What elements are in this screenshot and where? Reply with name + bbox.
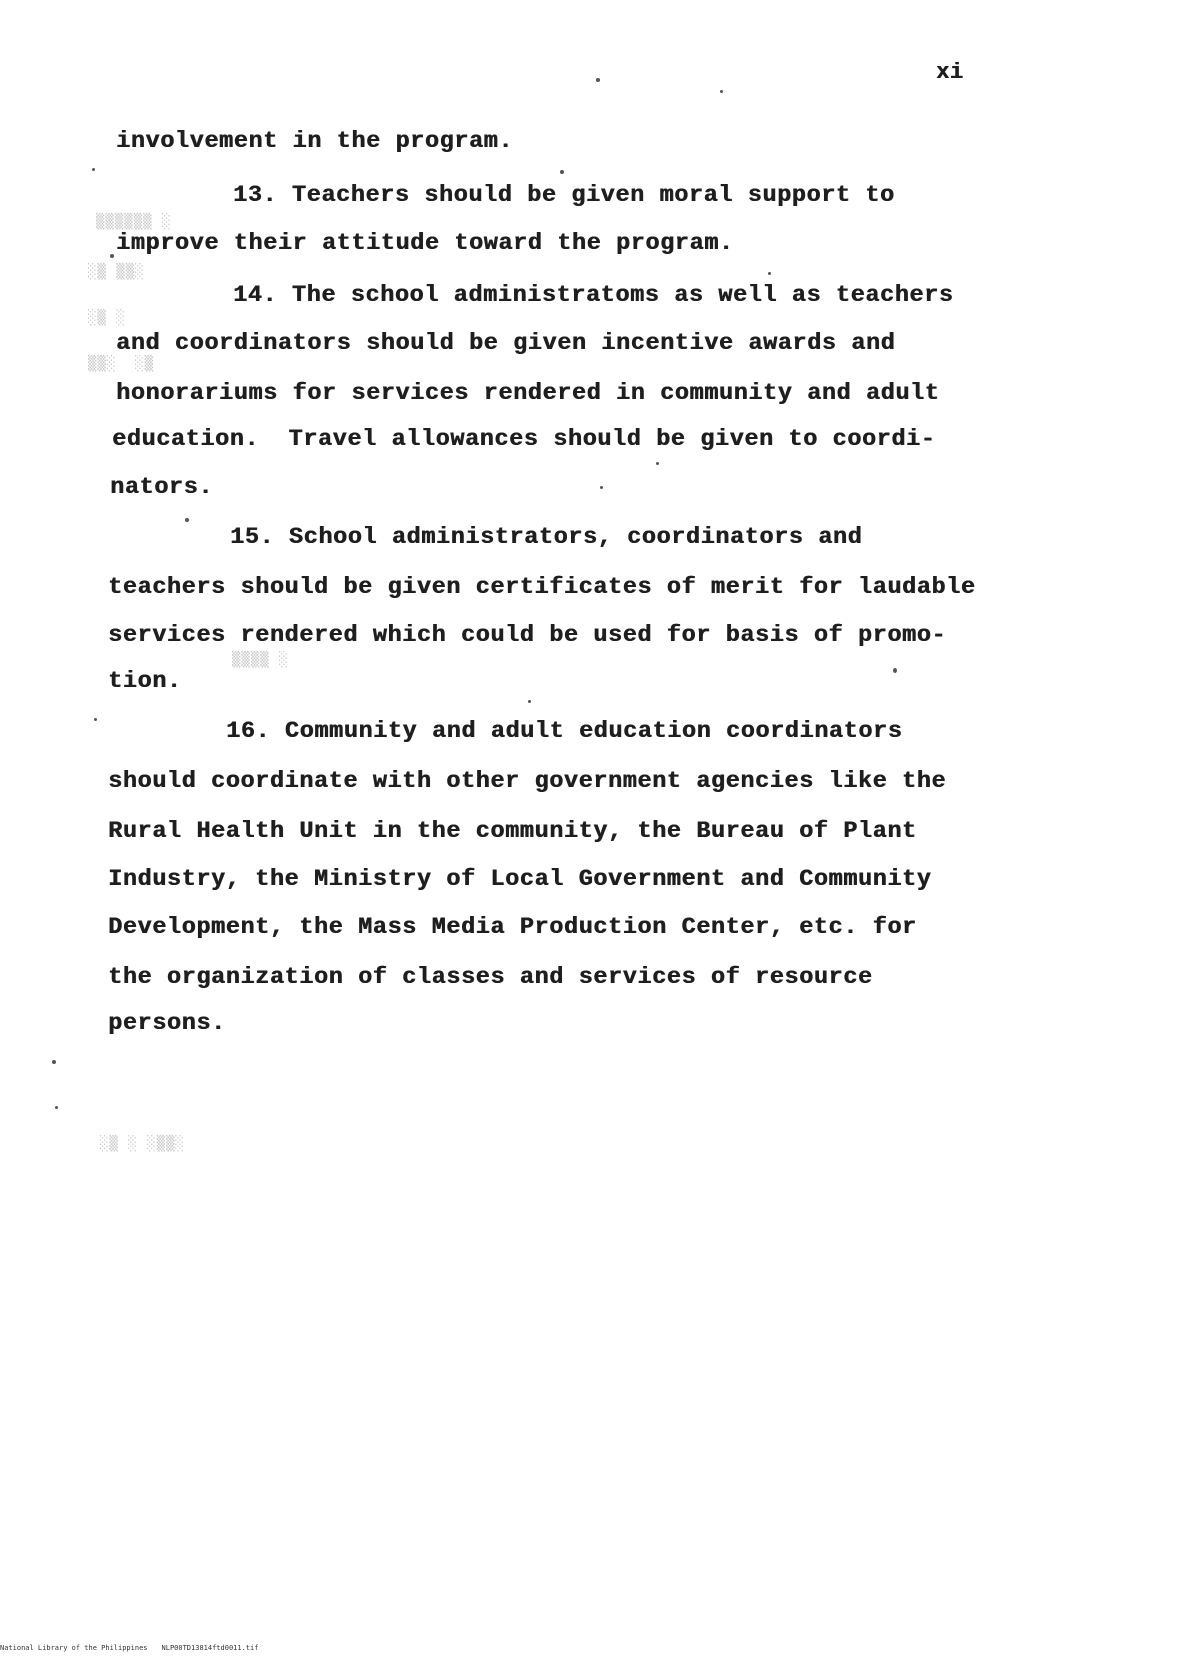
scan-speck <box>768 272 771 275</box>
scan-speck <box>528 700 531 703</box>
scan-speck <box>656 462 659 465</box>
text-line: 16. Community and adult education coordinators <box>226 718 903 745</box>
scan-speck <box>92 168 95 171</box>
text-line: involvement in the program. <box>116 128 513 155</box>
text-line: Rural Health Unit in the community, the Bureau of Plant <box>108 818 917 845</box>
bleed-through-mark: ░▒ ░ ░▒▒░ <box>100 1136 185 1152</box>
text-line: the organization of classes and services of resource <box>108 964 873 991</box>
text-line: Development, the Mass Media Production Center, etc. for <box>108 914 917 941</box>
text-line: improve their attitude toward the program. <box>116 230 734 257</box>
scan-footer <box>0 1644 272 1652</box>
text-line: services rendered which could be used for basis of promo- <box>108 622 947 649</box>
scan-speck <box>560 170 564 174</box>
text-line: persons. <box>108 1010 226 1037</box>
scan-speck <box>52 1060 56 1064</box>
scan-speck <box>893 668 897 673</box>
scan-speck <box>185 518 189 522</box>
page-number: xi <box>936 60 964 85</box>
text-line: honorariums for services rendered in community and adult <box>116 380 940 407</box>
text-line: education. Travel allowances should be given to coordi- <box>112 426 936 453</box>
text-line: Industry, the Ministry of Local Government and Community <box>108 866 932 893</box>
scan-speck <box>94 718 97 721</box>
text-line: teachers should be given certificates of merit for laudable <box>108 574 976 601</box>
scan-speck <box>596 78 600 82</box>
text-line: tion. <box>108 668 182 695</box>
bleed-through-mark: ▒▒▒▒▒▒ ░ <box>96 214 172 230</box>
scan-speck <box>55 1106 58 1109</box>
text-line: should coordinate with other government agencies like the <box>108 768 947 795</box>
scan-speck <box>600 486 603 489</box>
text-line: nators. <box>110 474 213 501</box>
text-line: 14. The school administratoms as well as teachers <box>233 282 954 309</box>
text-line: 13. Teachers should be given moral support to <box>233 182 895 209</box>
bleed-through-mark: ░▒ ░ <box>88 310 126 326</box>
bleed-through-mark: ▒▒░ ░▒ <box>88 356 155 372</box>
footer-library: National Library of the Philippines <box>0 1644 148 1652</box>
bleed-through-mark: ▒▒▒▒ ░ <box>232 652 289 668</box>
scan-speck <box>720 90 723 93</box>
scan-speck <box>110 254 114 258</box>
footer-file: NLP00TD13814ftd0011.tif <box>161 1644 259 1652</box>
text-line: and coordinators should be given incentive awards and <box>116 330 896 357</box>
bleed-through-mark: ░▒ ▒▒░ <box>88 264 145 280</box>
text-line: 15. School administrators, coordinators and <box>230 524 863 551</box>
